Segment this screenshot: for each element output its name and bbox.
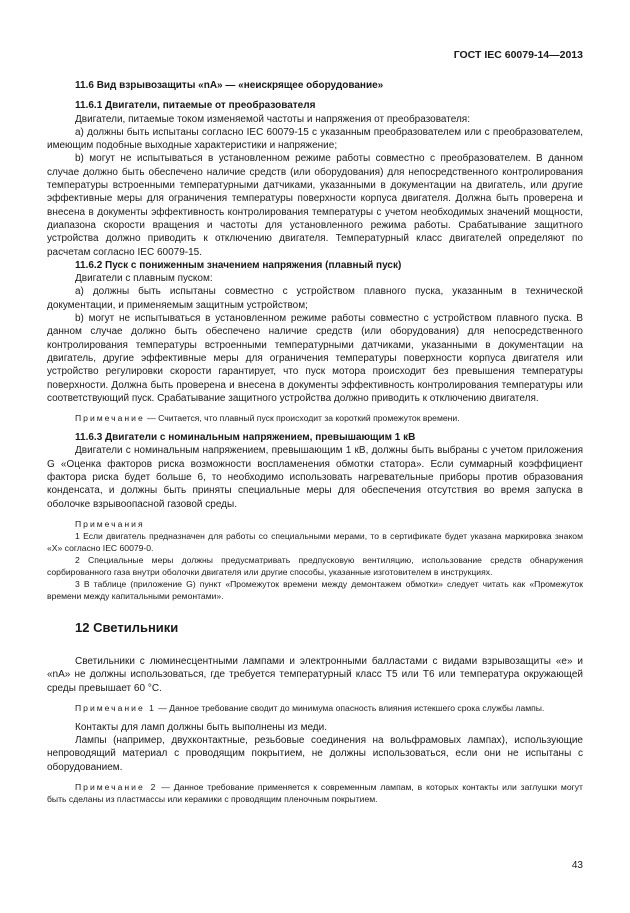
paragraph: Светильники с люминесцентными лампами и электронными балластами с видами взрывозащиты «e» и «nA» не должны использоваться, где требуется температурный класс T5 или T6 или температура окружающей среды превышает 60 °С. xyxy=(47,655,583,694)
document-code-header: ГОСТ IEC 60079-14—2013 xyxy=(453,49,583,61)
paragraph: Двигатели, питаемые током изменяемой частоты и напряжения от преобразователя: xyxy=(75,113,470,125)
note xyxy=(47,412,583,424)
section-12-heading: 12 Светильники xyxy=(75,619,179,635)
note-item: 3 В таблице (приложение G) пункт «Промежуток времени между демонтажем обмотки» следует читать как «Промежуток времени между капитальными ремонтами». xyxy=(47,578,583,601)
note-text: — Считается, что плавный пуск происходит за короткий промежуток времени. xyxy=(144,413,460,424)
section-11-6-2-heading: 11.6.2 Пуск с пониженным значением напряжения (плавный пуск) xyxy=(75,259,402,271)
note xyxy=(47,781,583,805)
paragraph: а) должны быть испытаны совместно с устройством плавного пуска, указанным в технической документации, и применяемым защитным устройством; xyxy=(47,286,583,311)
page-number: 43 xyxy=(571,860,583,871)
paragraph: b) могут не испытываться в установленном режиме работы совместно с преобразователем. В данном случае должно быть обеспечено наличие средств (или оборудования) для непосредственного контролирования температуры встроенными температурными датчиками, указанными в документации на двигатель, или другие эффективные меры для ограничения температуры поверхности корпуса двигателя. Должна быть проверена и внесена в документы эффективность контролирования температуры с учетом необходимых значений мощности, диапазона скорости вращения и частоты для установленного режима работы. Срабатывание защитного устройства должно приводить к отключению двигателя. Температурный класс двигателей определяют по расчетам согласно IEC 60079-15. xyxy=(47,153,583,258)
note-label: Примечание 2 xyxy=(75,781,158,792)
section-11-6-1-heading: 11.6.1 Двигатели, питаемые от преобразователя xyxy=(75,100,316,112)
note-label: Примечание xyxy=(75,413,145,424)
section-11-6-3-heading: 11.6.3 Двигатели с номинальным напряжением, превышающим 1 кВ xyxy=(75,432,416,444)
notes-label: Примечания xyxy=(75,518,145,529)
note-text: — Данное требование сводит до минимума опасность влияния истекшего срока службы лампы. xyxy=(155,702,545,713)
note-text: — Данное требование применяется к современным лампам, в которых контакты или заглушки могут быть сделаны из пластмассы или керамики с проводящим пленочным покрытием. xyxy=(47,781,583,804)
note-label: Примечание 1 xyxy=(75,702,156,713)
paragraph: Контакты для ламп должны быть выполнены из меди. xyxy=(75,721,328,733)
paragraph: Двигатели с плавным пуском: xyxy=(75,273,213,285)
note xyxy=(47,702,583,714)
page-content xyxy=(47,79,583,805)
paragraph: Двигатели с номинальным напряжением, превышающим 1 кВ, должны быть выбраны с учетом приложения G «Оценка факторов риска возможности воспламенения обмотки статора». Если суммарный коэффициент фактора риска будет больше 6, то необходимо использовать нагревательные приборы против образования конденсата, и должны быть приняты специальные меры для обеспечения отсутствия во время запуска в оболочке взрывоопасной газовой среды. xyxy=(47,445,583,510)
paragraph: Лампы (например, двухконтактные, резьбовые соединения на вольфрамовых лампах), использующие непроводящий материал с проводящим покрытием, не должны использоваться, если они не испытаны с оборудованием. xyxy=(47,735,583,773)
note-item: 2 Специальные меры должны предусматривать предпусковую вентиляцию, использование средств обнаружения сорбированного газа внутри оболочки двигателя или другие способы, указанные изготовителем в инструкциях. xyxy=(47,554,583,577)
section-11-6-heading: 11.6 Вид взрывозащиты «nA» — «неискрящее оборудование» xyxy=(75,80,384,91)
paragraph: b) могут не испытываться в установленном режиме работы совместно с устройством плавного пуска. В данном случае должно быть обеспечено наличие средств (или оборудования) для непосредственного контролирования температуры встроенными температурными датчиками, указанными в документации на двигатель, другие эффективные меры для ограничения температуры поверхности корпуса двигателя или устройство регулировки скорости гарантирует, что пуск мотора происходит без превышения температуры поверхности. Должна быть проверена и внесена в документы эффективность контролирования температуры или соответствующий пуск. Срабатывание защитного устройства должно приводить к отключению двигателя. xyxy=(47,313,583,404)
paragraph: а) должны быть испытаны согласно IEC 60079-15 с указанным преобразователем или с преобразователем, имеющим подобные выходные характеристики и напряжение; xyxy=(47,126,583,152)
note-item: 1 Если двигатель предназначен для работы со специальными мерами, то в сертификате будет указана маркировка знаком «X» согласно IEC 60079-0. xyxy=(47,530,583,553)
